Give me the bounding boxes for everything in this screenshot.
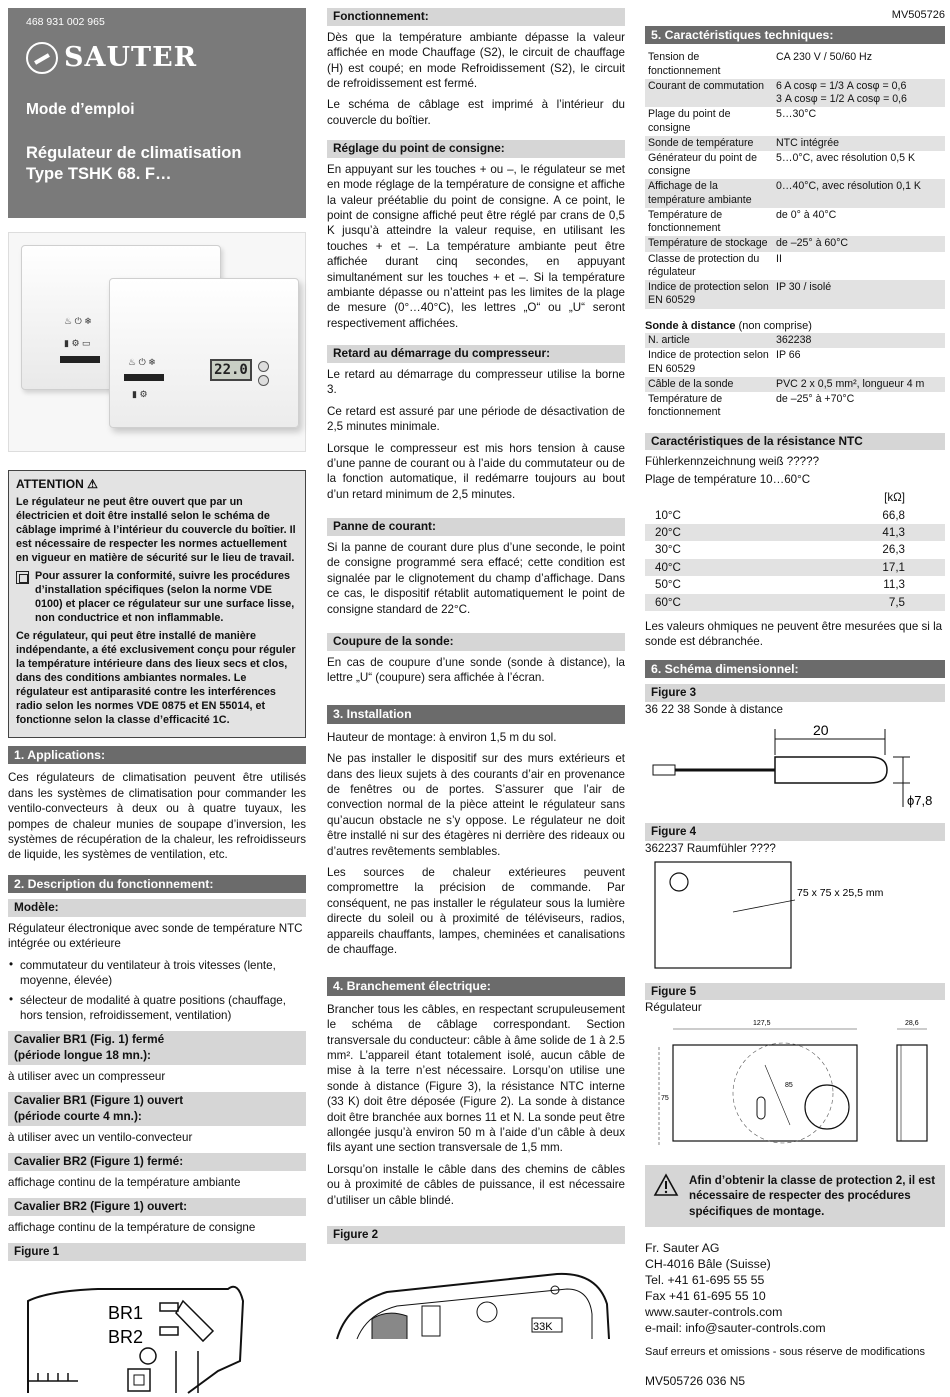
spec-key: Indice de protection selon EN 60529 bbox=[645, 280, 773, 308]
jumper-text: affichage continu de la température ambiante bbox=[8, 1175, 241, 1189]
fonctionnement-text-1: Dès que la température ambiante dépasse la valeur affichée en mode Chauffage (S2), le circuit de chauffage (H) est coupé; en mode Refroidissement (S2), le circuit de refroidissement est fermé. bbox=[327, 30, 625, 90]
branchement-text-2: Lorsqu’on installe le câble dans des chemins de câbles ou à proximité de câbles de puissance, il est nécessaire d’utiliser un câble blindé. bbox=[327, 1162, 625, 1207]
section-branchement-heading: 4. Branchement électrique: bbox=[327, 977, 625, 995]
spec-value: de –25° à 60°C bbox=[773, 236, 945, 251]
spec-table bbox=[645, 50, 945, 308]
jumper-text: à utiliser avec un compresseur bbox=[8, 1069, 166, 1083]
title-line-2: Type TSHK 68. F… bbox=[26, 165, 172, 183]
ntc-table bbox=[645, 489, 945, 611]
spec-value: II bbox=[776, 252, 782, 265]
thermostat-front-image bbox=[109, 278, 299, 428]
page-title bbox=[26, 143, 288, 186]
spec-value: CA 230 V / 50/60 Hz bbox=[776, 51, 872, 64]
table-row bbox=[645, 507, 945, 524]
lcd-display: 22.0 bbox=[210, 359, 252, 381]
reglage-text: En appuyant sur les touches + ou –, le régulateur se met en mode réglage de la température de consigne et affiche la valeur préétablie du point de consigne. A ce point, le point de consigne affiché peut être réglé par crans de 0,5 K jusqu’à atteindre la valeur requise, en utilisant les touches + et –. La température ambiante peut être affichée durant cinq secondes, en appuyant simultanément sur les touches + et –. Si la température ambiante dépasse ou n’atteint pas les limites de la plage de mesure (0°…40°C), les lettres „O“ ou „U“ seront respectivement affichées. bbox=[327, 162, 625, 330]
spec-value: 362238 bbox=[773, 333, 945, 348]
plus-button-icon bbox=[258, 361, 269, 372]
ntc-temperature: 40°C bbox=[645, 559, 761, 576]
ntc-resistance: 26,3 bbox=[882, 543, 905, 557]
figure-4-size-label: 75 x 75 x 25,5 mm bbox=[797, 887, 884, 900]
panne-heading: Panne de courant: bbox=[327, 518, 625, 536]
fan-symbols-icon: ▮ ⚙ ▭ bbox=[64, 338, 91, 348]
spec-value: 6 A cosφ = 1/3 A cosφ = 0,6 3 A cosφ = 1/2 A cosφ = 0,6 bbox=[773, 79, 945, 107]
spec-key: N. article bbox=[645, 333, 773, 348]
table-row bbox=[645, 50, 945, 78]
section-installation-heading: 3. Installation bbox=[327, 705, 625, 723]
spec-key: Température de fonctionnement bbox=[648, 208, 723, 235]
table-row bbox=[645, 576, 945, 593]
figure-1-br2-label: BR2 bbox=[108, 1326, 144, 1347]
figure-1-diagram bbox=[8, 1261, 306, 1393]
feature-list bbox=[8, 958, 306, 1024]
figure-2-resistor-label: 33K bbox=[533, 1320, 553, 1333]
spec-key: Affichage de la température ambiante bbox=[645, 179, 773, 207]
protection-note-text: Afin d’obtenir la classe de protection 2, il est nécessaire de respecter des procédures spécifiques de montage. bbox=[689, 1173, 936, 1218]
double-insulation-icon bbox=[16, 571, 29, 584]
spec-key: Classe de protection du régulateur bbox=[648, 252, 760, 278]
figure-3-diagram bbox=[645, 717, 945, 815]
list-item: • sélecteur de modalité à quatre positions (chauffage, hors tension, refroidissement, ventilation) bbox=[8, 993, 306, 1024]
model-heading: Modèle: bbox=[8, 899, 306, 917]
spec-key: Générateur du point de consigne bbox=[648, 151, 757, 178]
figure-1-br1-label: BR1 bbox=[108, 1302, 144, 1323]
ntc-resistance: 41,3 bbox=[761, 524, 945, 541]
attention-box bbox=[8, 470, 306, 738]
warning-icon: ⚠ bbox=[87, 477, 98, 491]
figure-5-width-label: 127,5 bbox=[753, 1020, 771, 1028]
title-block bbox=[8, 8, 306, 218]
installation-text-3: Les sources de chaleur extérieures peuvent compromettre la précision de commande. Par conséquent, ne pas installer le régulateur sous la lumière directe du soleil ou à proximité de téléviseurs, radios, appareils chauffants, lampes, cheminées et canalisations de chauffage. bbox=[327, 866, 625, 957]
installation-text-1: Hauteur de montage: à environ 1,5 m du sol. bbox=[327, 730, 557, 744]
attention-title: ATTENTION ⚠ bbox=[16, 477, 98, 491]
jumper-heading: Cavalier BR2 (Figure 1) ouvert: bbox=[8, 1198, 306, 1216]
retard-text-2: Ce retard est assuré par une période de désactivation de 2,5 minutes minimale. bbox=[327, 404, 625, 434]
spec-value: 0…40°C, avec résolution 0,1 K bbox=[773, 179, 945, 207]
table-row bbox=[645, 107, 945, 135]
section-dimensions-heading: 6. Schéma dimensionnel: bbox=[645, 660, 945, 678]
sonde-heading: Sonde à distance (non comprise) bbox=[645, 319, 812, 332]
brand-name: SAUTER bbox=[64, 42, 198, 73]
doc-ref: MV505726 bbox=[891, 9, 945, 21]
table-row bbox=[645, 348, 945, 376]
retard-text-1: Le retard au démarrage du compresseur utilise la borne 3. bbox=[327, 367, 625, 397]
attention-row bbox=[16, 569, 298, 629]
selector-slot bbox=[124, 374, 164, 381]
company-fax: Fax +41 61-695 55 10 bbox=[645, 1288, 766, 1303]
table-row bbox=[645, 280, 945, 308]
company-website: www.sauter-controls.com bbox=[645, 1304, 783, 1319]
model-text: Régulateur électronique avec sonde de température NTC intégrée ou extérieure bbox=[8, 921, 303, 951]
selector-slot bbox=[60, 356, 100, 363]
ntc-temperature: 60°C bbox=[645, 594, 761, 611]
middle-column bbox=[327, 0, 625, 1348]
table-row bbox=[645, 392, 945, 420]
applications-text: Ces régulateurs de climatisation peuvent être utilisés dans les systèmes de climatisation pour commander les ventilo-convecteurs à deux ou à quatre tuyaux, les pompes de chaleur munies de soupape d’inversion, les systèmes de récupération de la chaleur, les refroidisseurs de liquide, les systèmes de ventilation, etc. bbox=[8, 771, 306, 862]
table-row bbox=[645, 559, 945, 576]
sauter-logo bbox=[26, 38, 288, 78]
spec-key: Tension de fonctionnement bbox=[648, 51, 721, 77]
figure-2-heading: Figure 2 bbox=[327, 1226, 625, 1243]
figure-3-length-label: 20 bbox=[813, 721, 829, 738]
table-row bbox=[645, 252, 945, 280]
section-specs-heading: 5. Caractéristiques techniques: bbox=[645, 26, 945, 44]
figure-2-diagram bbox=[327, 1244, 625, 1344]
ntc-temperature: 30°C bbox=[655, 543, 681, 557]
spec-key: Indice de protection selon EN 60529 bbox=[648, 349, 769, 375]
ntc-temperature: 20°C bbox=[645, 524, 761, 541]
title-line-1: Régulateur de climatisation bbox=[26, 143, 242, 162]
table-row bbox=[645, 208, 945, 236]
ntc-note: Les valeurs ohmiques ne peuvent être mesurées que si la sonde est débranchée. bbox=[645, 619, 943, 649]
table-row bbox=[645, 79, 945, 107]
minus-button-icon bbox=[258, 375, 269, 386]
retard-text-3: Lorsque le compresseur est mis hors tension à cause d’une panne de courant ou à l’aide du commutateur ou de la fonction automatique, il redémarre toujours au bout d’un retard minimum de 2,5 minutes. bbox=[327, 441, 625, 501]
table-row bbox=[645, 151, 945, 179]
spec-key: Température de fonctionnement bbox=[648, 393, 723, 419]
company-email: e-mail: info@sauter-controls.com bbox=[645, 1320, 826, 1335]
figure-5-diagram bbox=[645, 1015, 945, 1150]
table-row bbox=[645, 179, 945, 207]
spec-value: NTC intégrée bbox=[773, 136, 945, 151]
ntc-resistance: 7,5 bbox=[761, 594, 945, 611]
figure-5-radius-label: 85 bbox=[785, 1082, 793, 1090]
sonde-table bbox=[645, 333, 945, 420]
table-row bbox=[645, 594, 945, 611]
table-row bbox=[645, 136, 945, 151]
figure-4-heading: Figure 4 bbox=[645, 823, 945, 840]
table-row bbox=[645, 236, 945, 251]
spec-value: de 0° à 40°C bbox=[776, 208, 837, 221]
table-row bbox=[645, 333, 945, 348]
figure-5-caption: Régulateur bbox=[645, 1000, 702, 1014]
protection-note bbox=[645, 1165, 945, 1227]
coupure-heading: Coupure de la sonde: bbox=[327, 633, 625, 651]
ntc-unit: [kΩ] bbox=[884, 491, 905, 505]
footer-ref: MV505726 036 N5 bbox=[645, 1373, 746, 1388]
attention-text-1: Le régulateur ne peut être ouvert que par un électricien et doit être installé selon le schéma de câblage imprimé à l’intérieur du couvercle du boîtier. Il est nécessaire de respecter les normes actuellement en vigueur en matière de sécurité sur le lieu de travail. bbox=[16, 495, 296, 564]
figure-3-diameter-label: ϕ7,8 bbox=[907, 792, 933, 808]
ntc-resistance: 17,1 bbox=[761, 559, 945, 576]
ntc-temperature: 10°C bbox=[655, 508, 681, 522]
figure-5-depth-label: 28,6 bbox=[905, 1020, 919, 1028]
figure-3-caption: 36 22 38 Sonde à distance bbox=[645, 702, 783, 716]
table-row bbox=[645, 524, 945, 541]
jumper-text: affichage continu de la température de consigne bbox=[8, 1220, 256, 1234]
spec-value: de –25° à +70°C bbox=[776, 393, 855, 406]
warning-icon bbox=[653, 1173, 679, 1197]
figure-5-heading: Figure 5 bbox=[645, 983, 945, 1000]
spec-value: 5…30°C bbox=[776, 108, 817, 121]
jumper-heading: Cavalier BR1 (Fig. 1) fermé (période longue 18 mn.): bbox=[8, 1031, 306, 1064]
table-row bbox=[645, 377, 945, 392]
company-name: Fr. Sauter AG bbox=[645, 1240, 720, 1255]
attention-text-3: Ce régulateur, qui peut être installé de manière indépendante, a été exclusivement conçu pour réguler la température intérieure dans des lieux secs et clos, dans des conditions ambiantes normales. Le régulateur est antiparasité contre les interférences radio selon les normes VDE 0875 et EN 55014, et fonctionne selon la classe d’efficacité 1C. bbox=[16, 629, 296, 727]
reglage-heading: Réglage du point de consigne: bbox=[327, 140, 625, 158]
ntc-line-2: Plage de température 10…60°C bbox=[645, 472, 811, 486]
section-applications-heading: 1. Applications: bbox=[8, 746, 306, 764]
figure-5-height-label: 75 bbox=[661, 1095, 669, 1103]
fan-symbols-icon: ▮ ⚙ bbox=[132, 389, 148, 399]
spec-key: Courant de commutation bbox=[645, 79, 773, 107]
figure-1-heading: Figure 1 bbox=[8, 1243, 306, 1260]
figure-4-caption: 362237 Raumfühler ???? bbox=[645, 841, 776, 855]
ntc-resistance: 11,3 bbox=[883, 578, 905, 592]
company-city: CH-4016 Bâle (Suisse) bbox=[645, 1256, 771, 1271]
address-block bbox=[645, 1241, 945, 1337]
company-phone: Tel. +41 61-695 55 55 bbox=[645, 1272, 765, 1287]
jumper-text: à utiliser avec un ventilo-convecteur bbox=[8, 1130, 193, 1144]
ntc-heading: Caractéristiques de la résistance NTC bbox=[645, 433, 945, 451]
jumper-heading: Cavalier BR2 (Figure 1) fermé: bbox=[8, 1153, 306, 1171]
figure-3-heading: Figure 3 bbox=[645, 684, 945, 701]
spec-key: Sonde de température bbox=[645, 136, 773, 151]
product-photo bbox=[8, 232, 306, 452]
retard-heading: Retard au démarrage du compresseur: bbox=[327, 345, 625, 363]
ntc-resistance: 66,8 bbox=[882, 508, 905, 522]
doc-number: 468 931 002 965 bbox=[26, 16, 105, 28]
coupure-text: En cas de coupure d’une sonde (sonde à distance), la lettre „U“ (coupure) sera affichée à l’écran. bbox=[327, 655, 625, 685]
ntc-temperature: 50°C bbox=[655, 578, 681, 592]
table-row bbox=[645, 541, 945, 558]
right-column bbox=[645, 0, 945, 1389]
fonctionnement-text-2: Le schéma de câblage est imprimé à l’intérieur du couvercle du boîtier. bbox=[327, 98, 625, 127]
left-column bbox=[8, 0, 306, 1397]
figure-4-diagram bbox=[645, 856, 945, 974]
spec-key: Plage du point de consigne bbox=[648, 108, 731, 134]
spec-value: 5…0°C, avec résolution 0,5 K bbox=[776, 151, 916, 164]
branchement-text-1: Brancher tous les câbles, en respectant scrupuleusement le schéma de câblage correspondant. Section transversale du conducteur: câble à âme solide de 1 à 2.5 mm². L’appareil étant totalement isolé, aucun câble de mise à la terre n’est nécessaire. Lorsqu’on utilise une sonde à distance (Figure 3), la résistance NTC interne (33 K) doit être déposée (Figure 2). La sonde à distance doit être branchée aux bornes 11 et N. La sonde peut être allongée jusqu’à environ 50 m à l’aide d’un câble à deux fils ayant une section transversale de 1,5 mm. bbox=[327, 1002, 625, 1155]
spec-key: Température de stockage bbox=[645, 236, 773, 251]
jumper-heading: Cavalier BR1 (Figure 1) ouvert (période courte 4 mn.): bbox=[8, 1092, 306, 1125]
spec-value: PVC 2 x 0,5 mm², longueur 4 m bbox=[773, 377, 945, 392]
disclaimer: Sauf erreurs et omissions - sous réserve de modifications bbox=[645, 1345, 926, 1358]
mode-heading: Mode d’emploi bbox=[26, 100, 135, 118]
spec-value: IP 66 bbox=[776, 349, 801, 362]
attention-text-2: Pour assurer la conformité, suivre les procédures d’installation spécifiques (selon la norme VDE 0100) et placer ce régulateur sur une surface lisse, non conductrice et non inflammable. bbox=[35, 569, 295, 624]
mode-symbols-icon: ♨ ⏻ ❄ bbox=[64, 316, 92, 326]
installation-text-2: Ne pas installer le dispositif sur des murs extérieurs et dans des lieux sujets à des courants d’air en provenance de fenêtres ou de portes. S’assurer que l’air de convection normal de la pièce atteint le régulateur sans qu’aucun obstacle ne s’y oppose. Le régulateur ne doit être installé ni sur des étagères ni derrière des rideaux ou d’autres revêtements semblables. bbox=[327, 752, 625, 858]
spec-value: IP 30 / isolé bbox=[773, 280, 945, 308]
sauter-logo-icon bbox=[26, 42, 58, 74]
list-item: • commutateur du ventilateur à trois vitesses (lente, moyenne, élevée) bbox=[8, 958, 306, 989]
ntc-line-1: Fühlerkennzeichnung weiß ????? bbox=[645, 455, 820, 469]
section-description-heading: 2. Description du fonctionnement: bbox=[8, 875, 306, 893]
fonctionnement-heading: Fonctionnement: bbox=[327, 8, 625, 26]
spec-key: Câble de la sonde bbox=[645, 377, 773, 392]
mode-symbols-icon: ♨ ⏻ ❄ bbox=[128, 357, 156, 367]
panne-text: Si la panne de courant dure plus d’une seconde, le point de consigne programmé sera effacé; cette condition est signalée par le clignotement du champ d’affichage. Dans ce cas, le dispositif rétablit automatiquement le point de consigne standard de 22°C. bbox=[327, 540, 625, 616]
